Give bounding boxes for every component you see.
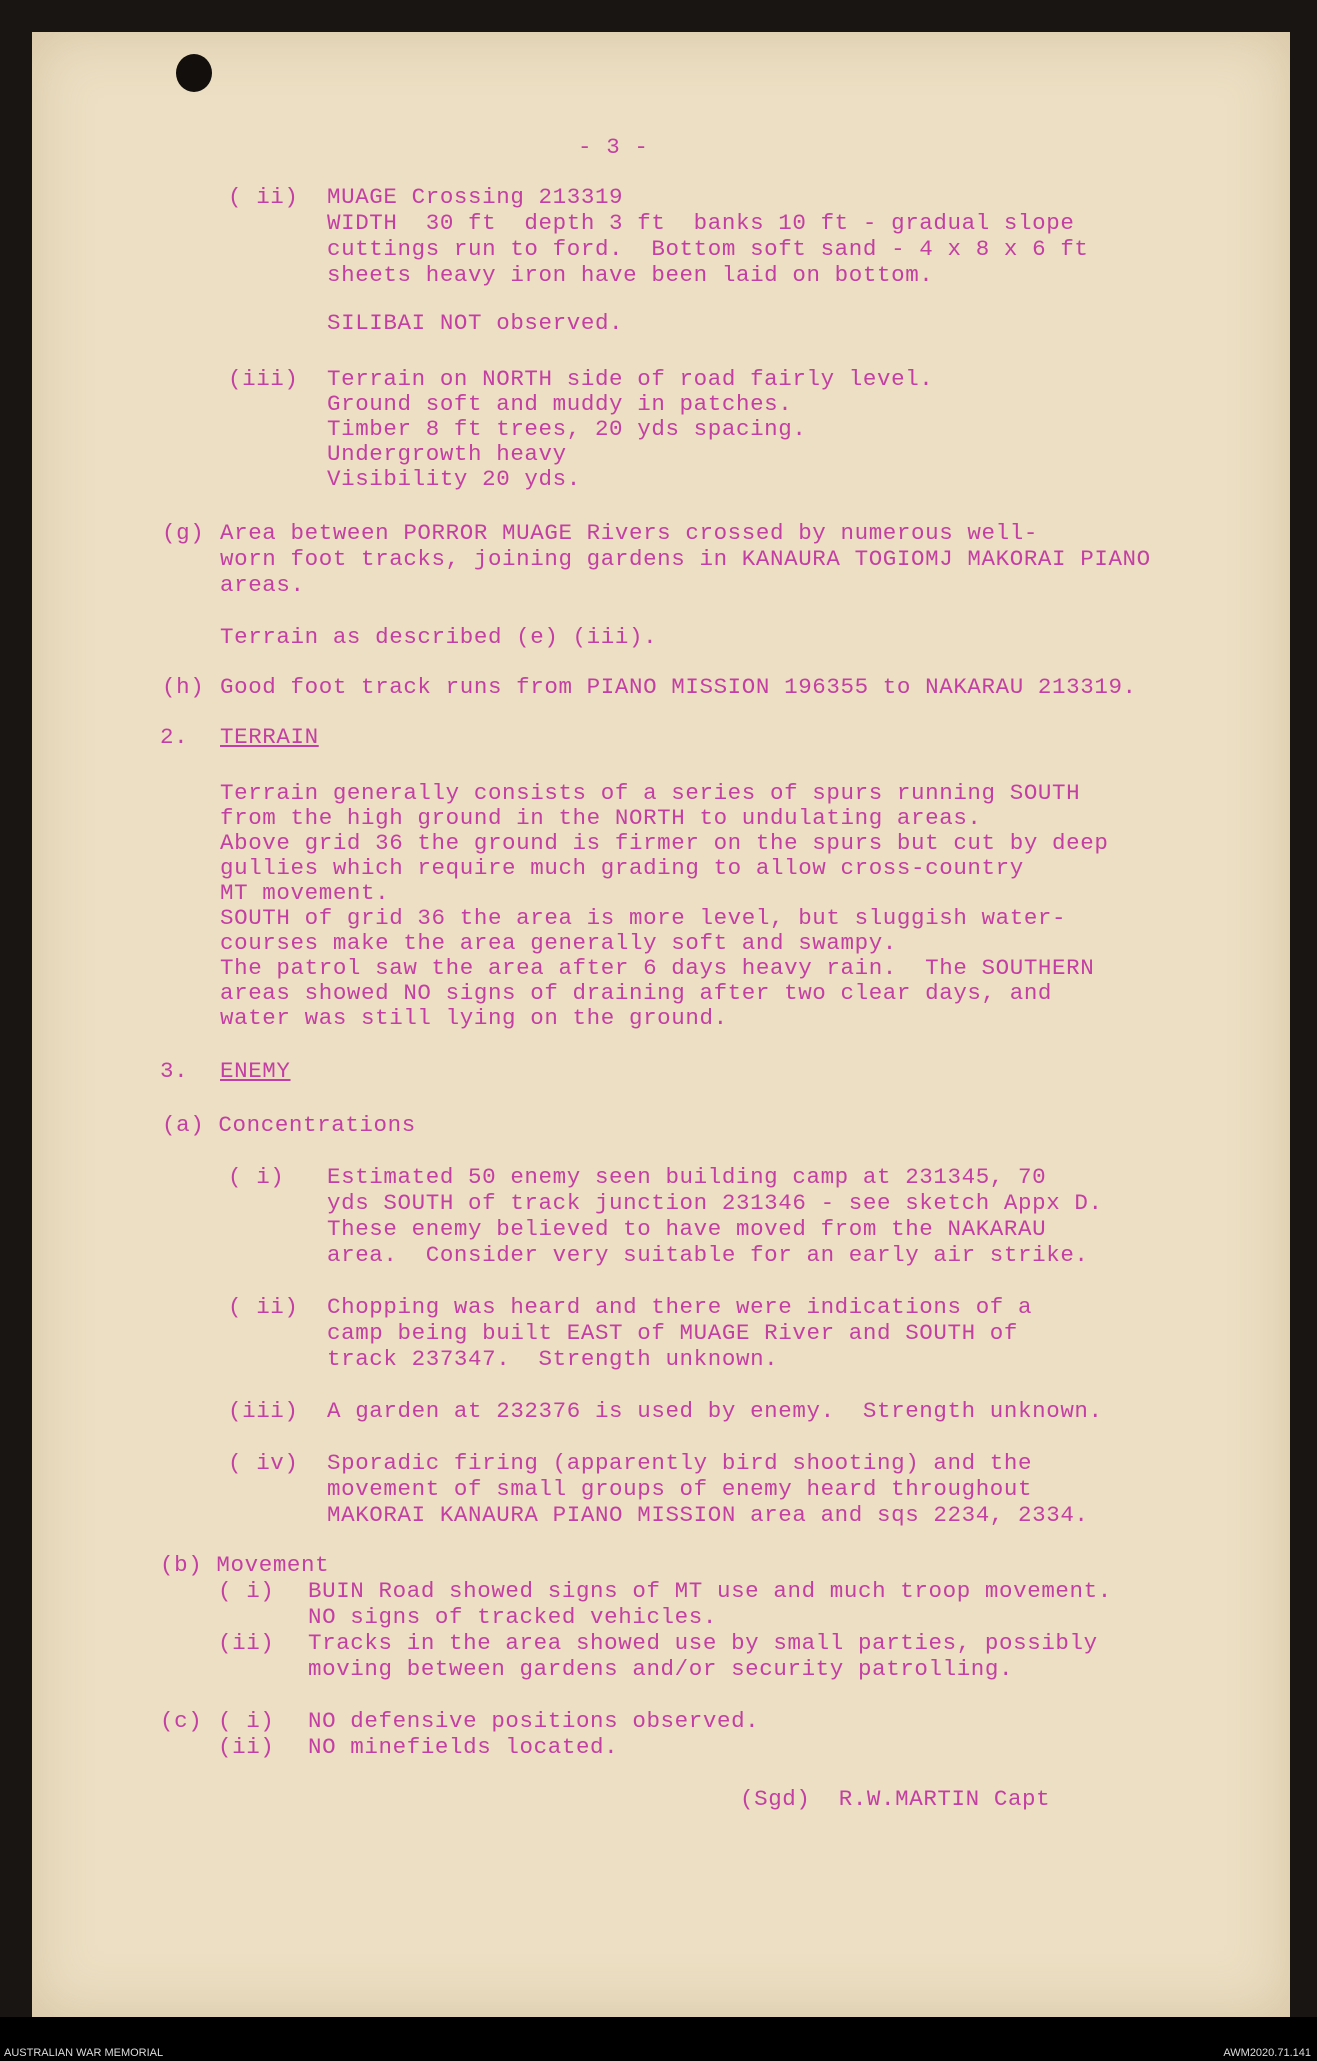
item-number: ( iv) [228,1450,299,1476]
text-line: Chopping was heard and there were indications of a [327,1294,1033,1320]
section-number: 3. [160,1058,189,1084]
item-number: ( i) [218,1708,275,1734]
footer-left-label: AUSTRALIAN WAR MEMORIAL [4,2047,164,2059]
text-line: SOUTH of grid 36 the area is more level, but sluggish water- [220,905,1067,931]
text-line: camp being built EAST of MUAGE River and SOUTH of [327,1320,1019,1346]
text-line: moving between gardens and/or security patrolling. [308,1656,1014,1682]
text-line: yds SOUTH of track junction 231346 - see sketch Appx D. [327,1190,1103,1216]
text-line: The patrol saw the area after 6 days heavy rain. The SOUTHERN [220,955,1095,981]
text-line: cuttings run to ford. Bottom soft sand - 4 x 8 x 6 ft [327,236,1089,262]
text-line: track 237347. Strength unknown. [327,1346,779,1372]
text-line: MUAGE Crossing 213319 [327,184,624,210]
text-line: These enemy believed to have moved from the NAKARAU [327,1216,1047,1242]
text-line: Area between PORROR MUAGE Rivers crossed by numerous well- [220,520,1038,546]
text-line: Good foot track runs from PIANO MISSION 196355 to NAKARAU 213319. [220,674,1137,700]
subsection-heading: (b) Movement [160,1552,330,1578]
punch-hole [176,54,212,92]
text-line: courses make the area generally soft and swampy. [220,930,897,956]
section-heading: ENEMY [220,1058,291,1084]
text-line: Ground soft and muddy in patches. [327,391,793,417]
footer-bar [0,2017,1317,2061]
section-number: 2. [160,724,189,750]
text-line: movement of small groups of enemy heard throughout [327,1476,1033,1502]
text-line: water was still lying on the ground. [220,1005,728,1031]
text-line: BUIN Road showed signs of MT use and much troop movement. [308,1578,1112,1604]
text-line: Undergrowth heavy [327,441,567,467]
footer-right-label: AWM2020.71.141 [1223,2047,1311,2059]
item-number: (iii) [228,1398,299,1424]
text-line: Terrain on NORTH side of road fairly level. [327,366,934,392]
text-line: gullies which require much grading to allow cross-country [220,855,1024,881]
text-line: NO minefields located. [308,1734,619,1760]
text-line: from the high ground in the NORTH to undulating areas. [220,805,982,831]
text-line: NO defensive positions observed. [308,1708,760,1734]
item-label: (g) [162,520,205,546]
text-line: Terrain generally consists of a series of spurs running SOUTH [220,780,1081,806]
section-heading: TERRAIN [220,724,319,750]
text-line: areas. [220,572,305,598]
item-number: ( ii) [228,184,299,210]
text-line: Terrain as described (e) (iii). [220,624,658,650]
text-line: SILIBAI NOT observed. [327,310,624,336]
text-line: area. Consider very suitable for an early air strike. [327,1242,1089,1268]
subsection-heading: (a) Concentrations [162,1112,416,1138]
text-line: worn foot tracks, joining gardens in KANAURA TOGIOMJ MAKORAI PIANO [220,546,1151,572]
item-number: (ii) [218,1734,275,1760]
text-line: WIDTH 30 ft depth 3 ft banks 10 ft - gradual slope [327,210,1075,236]
item-number: ( ii) [228,1294,299,1320]
item-number: (ii) [218,1630,275,1656]
item-label: (c) [160,1708,203,1734]
page-number: - 3 - [578,134,649,160]
item-number: ( i) [218,1578,275,1604]
text-line: MT movement. [220,880,390,906]
text-line: A garden at 232376 is used by enemy. Strength unknown. [327,1398,1103,1424]
item-number: (iii) [228,366,299,392]
text-line: Visibility 20 yds. [327,466,581,492]
text-line: Sporadic firing (apparently bird shooting) and the [327,1450,1033,1476]
text-line: areas showed NO signs of draining after two clear days, and [220,980,1053,1006]
item-number: ( i) [228,1164,285,1190]
text-line: NO signs of tracked vehicles. [308,1604,717,1630]
text-line: Tracks in the area showed use by small parties, possibly [308,1630,1098,1656]
signature: (Sgd) R.W.MARTIN Capt [740,1786,1051,1812]
text-line: Above grid 36 the ground is firmer on the spurs but cut by deep [220,830,1109,856]
text-line: MAKORAI KANAURA PIANO MISSION area and sqs 2234, 2334. [327,1502,1089,1528]
text-line: Timber 8 ft trees, 20 yds spacing. [327,416,807,442]
text-line: sheets heavy iron have been laid on bottom. [327,262,934,288]
text-line: Estimated 50 enemy seen building camp at 231345, 70 [327,1164,1047,1190]
item-label: (h) [162,674,205,700]
